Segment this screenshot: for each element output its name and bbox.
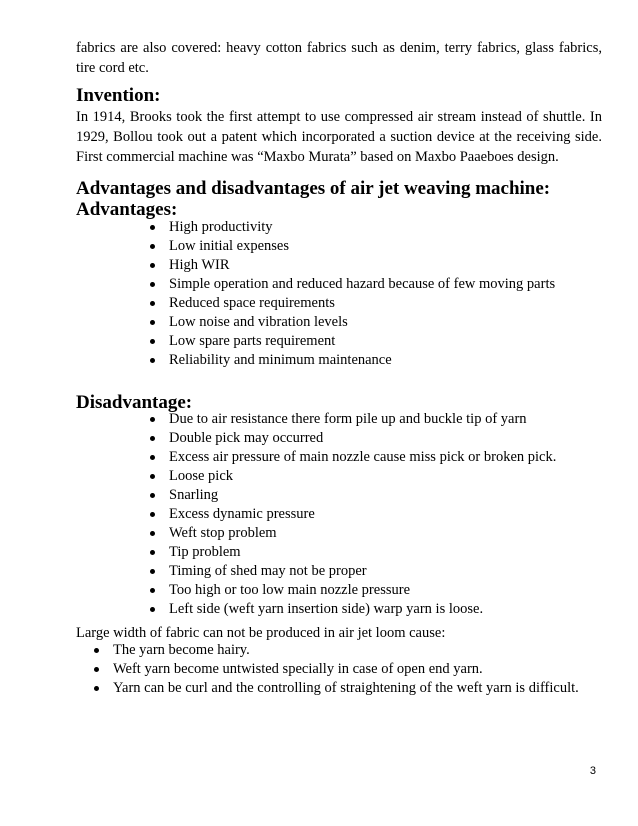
list-item-text: Excess air pressure of main nozzle cause miss pick or broken pick. bbox=[169, 449, 557, 465]
bullet-icon bbox=[150, 531, 155, 536]
list-item bbox=[148, 256, 555, 275]
bullet-icon bbox=[94, 667, 99, 672]
bullet-icon bbox=[150, 320, 155, 325]
list-item bbox=[148, 218, 555, 237]
list-item bbox=[148, 505, 556, 524]
bullet-icon bbox=[150, 301, 155, 306]
list-item bbox=[148, 562, 556, 581]
list-item bbox=[148, 429, 556, 448]
list-item bbox=[94, 660, 579, 679]
list-item-text: Excess dynamic pressure bbox=[169, 506, 315, 522]
width-limitation-paragraph: Large width of fabric can not be produced in air jet loom cause: bbox=[76, 625, 446, 641]
list-item-text: Low spare parts requirement bbox=[169, 333, 336, 349]
intro-continuation-paragraph: fabrics are also covered: heavy cotton fabrics such as denim, terry fabrics, glass fabrics, tire cord etc. bbox=[76, 40, 602, 76]
adv-disadv-heading: Advantages and disadvantages of air jet weaving machine: bbox=[76, 178, 551, 199]
list-item bbox=[148, 467, 556, 486]
list-item bbox=[148, 448, 556, 467]
bullet-icon bbox=[150, 244, 155, 249]
list-item-text: Tip problem bbox=[169, 544, 241, 560]
advantages-heading: Advantages: bbox=[76, 199, 178, 220]
list-item-text: Double pick may occurred bbox=[169, 430, 324, 446]
bullet-icon bbox=[150, 550, 155, 555]
bullet-icon bbox=[150, 455, 155, 460]
bullet-icon bbox=[150, 493, 155, 498]
bullet-icon bbox=[94, 686, 99, 691]
bullet-icon bbox=[150, 282, 155, 287]
list-item-text: Low initial expenses bbox=[169, 238, 290, 254]
list-item bbox=[148, 275, 555, 294]
list-item-text: Snarling bbox=[169, 487, 219, 503]
width-limitation-list bbox=[94, 641, 579, 698]
list-item-text: High WIR bbox=[169, 257, 230, 273]
list-item-text: Loose pick bbox=[169, 468, 234, 484]
list-item-text: Weft stop problem bbox=[169, 525, 277, 541]
list-item-text: High productivity bbox=[169, 219, 273, 235]
bullet-icon bbox=[150, 417, 155, 422]
bullet-icon bbox=[150, 474, 155, 479]
list-item bbox=[148, 332, 555, 351]
list-item-text: The yarn become hairy. bbox=[113, 642, 250, 658]
disadvantage-list bbox=[148, 410, 556, 619]
list-item bbox=[148, 237, 555, 256]
list-item-text: Low noise and vibration levels bbox=[169, 314, 348, 330]
list-item bbox=[148, 581, 556, 600]
list-item-text: Due to air resistance there form pile up and buckle tip of yarn bbox=[169, 411, 527, 427]
list-item-text: Reduced space requirements bbox=[169, 295, 335, 311]
disadvantage-heading: Disadvantage: bbox=[76, 392, 193, 413]
advantages-list bbox=[148, 218, 555, 370]
bullet-icon bbox=[150, 358, 155, 363]
list-item-text: Yarn can be curl and the controlling of straightening of the weft yarn is difficult. bbox=[113, 680, 579, 696]
invention-heading: Invention: bbox=[76, 85, 161, 106]
bullet-icon bbox=[150, 512, 155, 517]
list-item-text: Too high or too low main nozzle pressure bbox=[169, 582, 410, 598]
list-item bbox=[148, 600, 556, 619]
list-item bbox=[148, 486, 556, 505]
list-item bbox=[148, 313, 555, 332]
list-item-text: Weft yarn become untwisted specially in case of open end yarn. bbox=[113, 661, 483, 677]
list-item-text: Timing of shed may not be proper bbox=[169, 563, 367, 579]
list-item bbox=[94, 641, 579, 660]
list-item bbox=[148, 351, 555, 370]
list-item-text: Reliability and minimum maintenance bbox=[169, 352, 392, 368]
list-item bbox=[148, 524, 556, 543]
bullet-icon bbox=[150, 569, 155, 574]
page-number: 3 bbox=[589, 765, 596, 777]
list-item bbox=[148, 294, 555, 313]
bullet-icon bbox=[150, 588, 155, 593]
bullet-icon bbox=[150, 263, 155, 268]
bullet-icon bbox=[150, 339, 155, 344]
bullet-icon bbox=[150, 436, 155, 441]
list-item-text: Simple operation and reduced hazard because of few moving parts bbox=[169, 276, 556, 292]
bullet-icon bbox=[150, 225, 155, 230]
bullet-icon bbox=[150, 607, 155, 612]
list-item bbox=[148, 410, 556, 429]
invention-paragraph: In 1914, Brooks took the first attempt to use compressed air stream instead of shuttle. In 1929, Bollou took out a patent which incorporated a suction device at the receiving side. First commercial machine was “Maxbo Murata” based on Maxbo Paaeboes design. bbox=[76, 109, 602, 165]
list-item-text: Left side (weft yarn insertion side) warp yarn is loose. bbox=[169, 601, 484, 617]
bullet-icon bbox=[94, 648, 99, 653]
list-item bbox=[148, 543, 556, 562]
list-item bbox=[94, 679, 579, 698]
